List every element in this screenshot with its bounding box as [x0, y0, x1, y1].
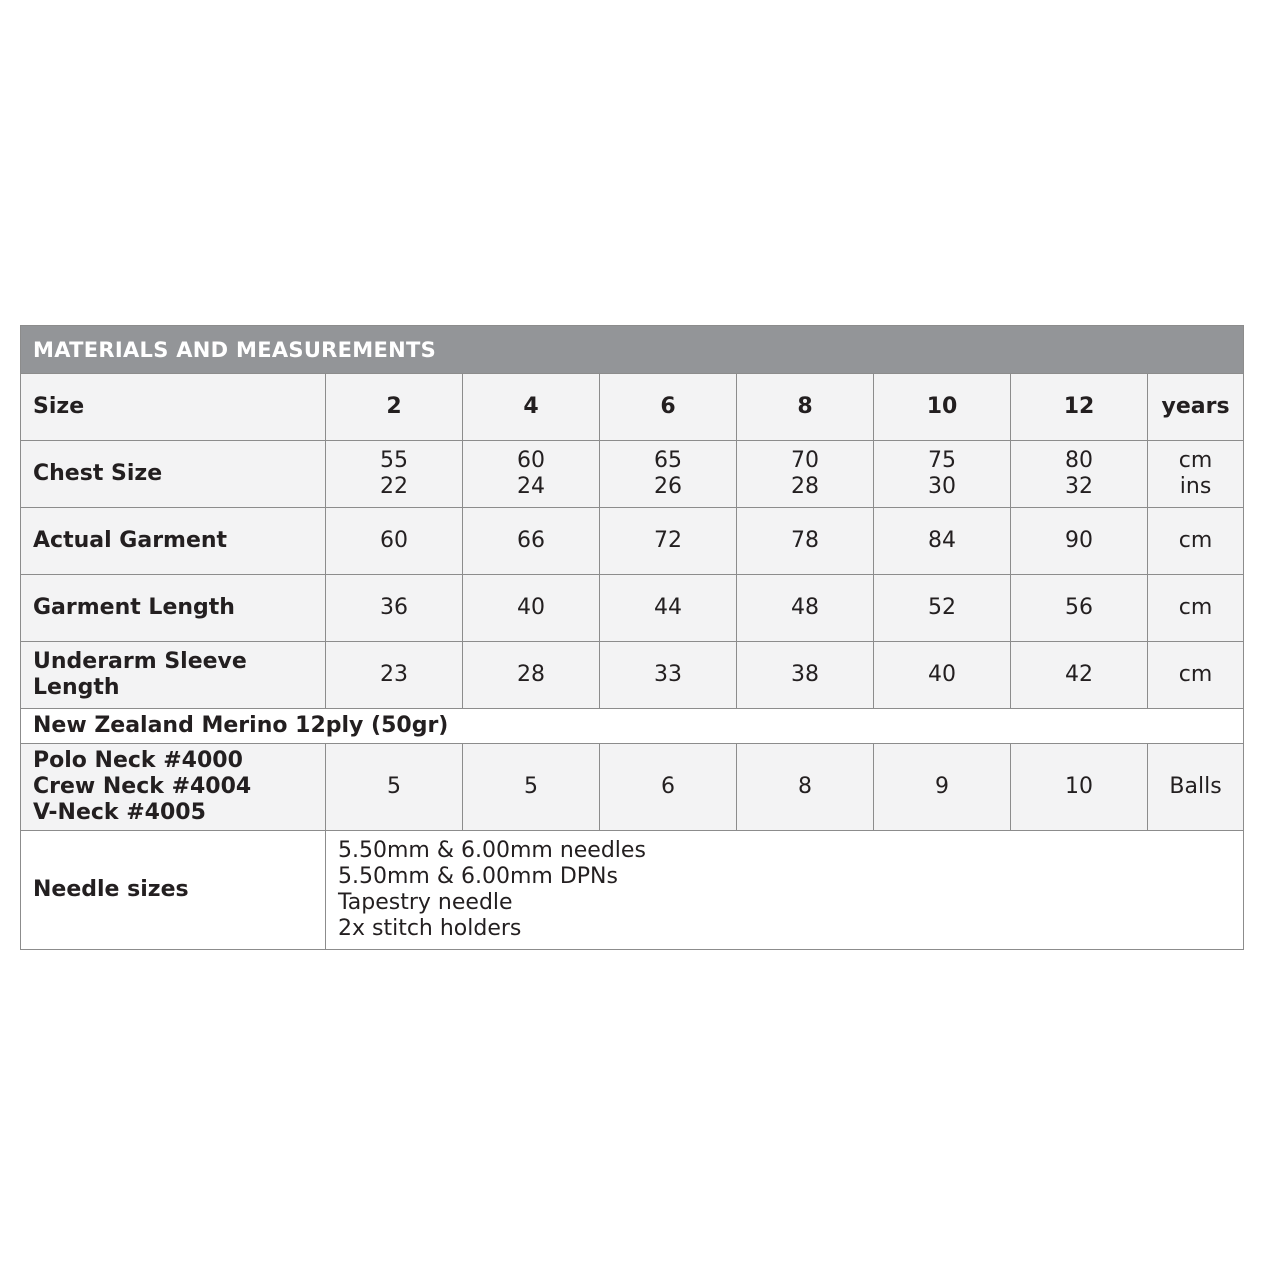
needle-list: [326, 831, 1244, 950]
size-12: 12: [1011, 374, 1148, 441]
size-8: 8: [737, 374, 874, 441]
needle-item: Tapestry needle: [338, 890, 513, 915]
balls-value: 6: [600, 744, 737, 831]
style-crew-neck: Crew Neck #4004: [33, 774, 252, 799]
chest-ins: 30: [928, 474, 956, 499]
materials-measurements-sheet: [20, 325, 1243, 950]
size-header-row: [21, 374, 1244, 441]
chest-unit-cm: cm: [1178, 448, 1213, 473]
sleeve-length-unit: cm: [1148, 642, 1244, 709]
needle-item: 5.50mm & 6.00mm needles: [338, 838, 646, 863]
yarn-label: New Zealand Merino 12ply (50gr): [21, 709, 1244, 744]
style-label: [21, 744, 326, 831]
style-polo-neck: Polo Neck #4000: [33, 748, 243, 773]
yarn-row: [21, 709, 1244, 744]
chest-cell: [1011, 441, 1148, 508]
garment-length-value: 40: [463, 575, 600, 642]
size-10: 10: [874, 374, 1011, 441]
chest-unit-ins: ins: [1179, 474, 1212, 499]
garment-length-value: 56: [1011, 575, 1148, 642]
size-unit: years: [1148, 374, 1244, 441]
actual-garment-label: Actual Garment: [21, 508, 326, 575]
size-label: Size: [21, 374, 326, 441]
chest-ins: 26: [654, 474, 682, 499]
garment-length-unit: cm: [1148, 575, 1244, 642]
needle-item: 5.50mm & 6.00mm DPNs: [338, 864, 618, 889]
actual-garment-value: 90: [1011, 508, 1148, 575]
chest-cell: [600, 441, 737, 508]
actual-garment-row: [21, 508, 1244, 575]
measurements-table: [20, 325, 1244, 950]
chest-ins: 24: [517, 474, 545, 499]
balls-value: 5: [326, 744, 463, 831]
sleeve-label-line2: Length: [33, 675, 120, 700]
balls-value: 9: [874, 744, 1011, 831]
chest-ins: 28: [791, 474, 819, 499]
sleeve-length-value: 23: [326, 642, 463, 709]
title-row: [21, 326, 1244, 374]
garment-length-row: [21, 575, 1244, 642]
chest-cell: [326, 441, 463, 508]
chest-cm: 55: [380, 448, 408, 473]
garment-length-value: 48: [737, 575, 874, 642]
actual-garment-value: 60: [326, 508, 463, 575]
sleeve-length-value: 40: [874, 642, 1011, 709]
sleeve-length-label: [21, 642, 326, 709]
size-2: 2: [326, 374, 463, 441]
size-4: 4: [463, 374, 600, 441]
actual-garment-value: 66: [463, 508, 600, 575]
garment-length-value: 44: [600, 575, 737, 642]
needle-item: 2x stitch holders: [338, 916, 522, 941]
sleeve-length-value: 42: [1011, 642, 1148, 709]
actual-garment-value: 84: [874, 508, 1011, 575]
chest-ins: 32: [1065, 474, 1093, 499]
sleeve-length-value: 33: [600, 642, 737, 709]
sleeve-length-value: 38: [737, 642, 874, 709]
chest-cm: 70: [791, 448, 819, 473]
needle-sizes-label: Needle sizes: [21, 831, 326, 950]
sleeve-label-line1: Underarm Sleeve: [33, 649, 247, 674]
sleeve-length-value: 28: [463, 642, 600, 709]
actual-garment-value: 72: [600, 508, 737, 575]
chest-cm: 80: [1065, 448, 1093, 473]
garment-length-label: Garment Length: [21, 575, 326, 642]
balls-value: 5: [463, 744, 600, 831]
garment-length-value: 36: [326, 575, 463, 642]
garment-length-value: 52: [874, 575, 1011, 642]
chest-cell: [463, 441, 600, 508]
table-title: MATERIALS AND MEASUREMENTS: [21, 326, 1244, 374]
balls-row: [21, 744, 1244, 831]
balls-value: 10: [1011, 744, 1148, 831]
chest-cm: 75: [928, 448, 956, 473]
balls-unit: Balls: [1148, 744, 1244, 831]
chest-cell: [874, 441, 1011, 508]
chest-cell: [737, 441, 874, 508]
chest-unit: [1148, 441, 1244, 508]
actual-garment-value: 78: [737, 508, 874, 575]
balls-value: 8: [737, 744, 874, 831]
chest-row: [21, 441, 1244, 508]
needles-row: [21, 831, 1244, 950]
size-6: 6: [600, 374, 737, 441]
chest-label: Chest Size: [21, 441, 326, 508]
style-v-neck: V-Neck #4005: [33, 800, 206, 825]
actual-garment-unit: cm: [1148, 508, 1244, 575]
chest-ins: 22: [380, 474, 408, 499]
chest-cm: 60: [517, 448, 545, 473]
sleeve-length-row: [21, 642, 1244, 709]
chest-cm: 65: [654, 448, 682, 473]
